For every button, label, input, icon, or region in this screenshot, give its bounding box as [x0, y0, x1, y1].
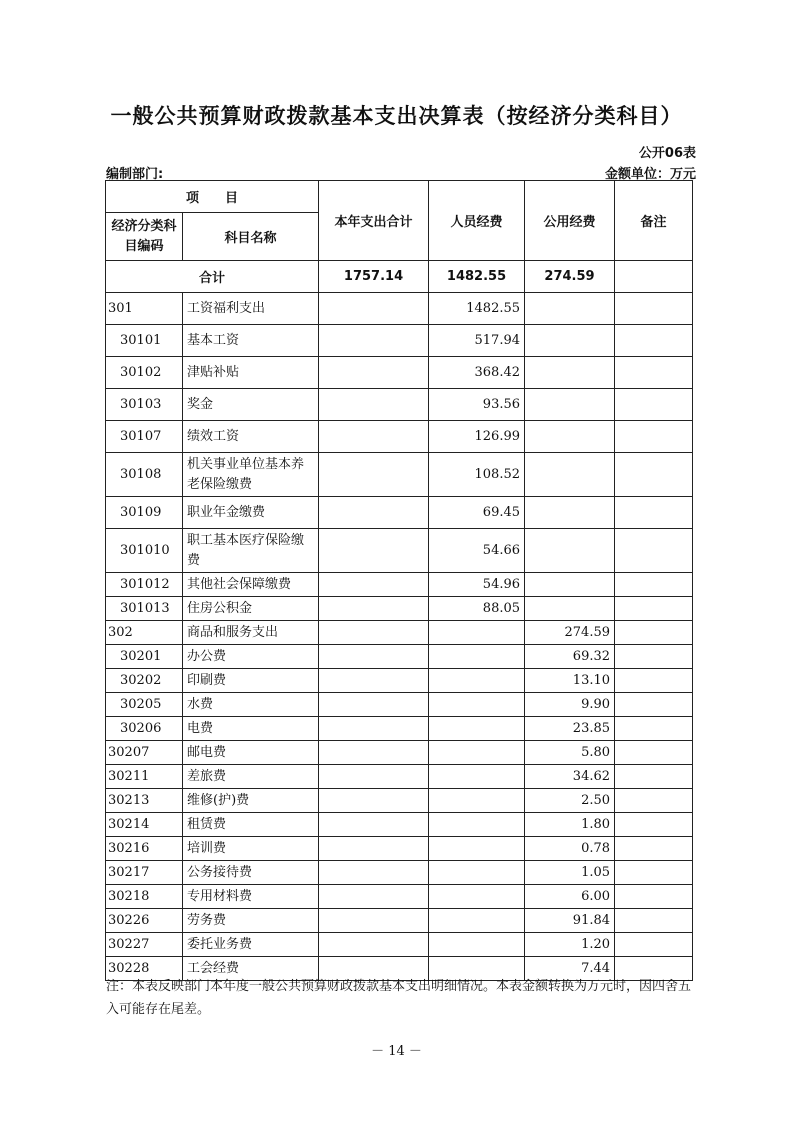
row-remark	[615, 573, 693, 597]
table-row	[106, 497, 693, 529]
row-name: 工会经费	[183, 957, 319, 981]
row-total	[319, 573, 429, 597]
dept-label: 编制部门:	[106, 167, 164, 182]
row-name: 机关事业单位基本养老保险缴费	[183, 453, 319, 497]
row-public	[525, 529, 615, 573]
table-row	[106, 529, 693, 573]
row-code: 301	[106, 293, 183, 325]
row-personnel: 108.52	[429, 453, 525, 497]
row-personnel: 93.56	[429, 389, 525, 421]
expenditure-table	[105, 180, 693, 981]
row-remark	[615, 693, 693, 717]
row-total	[319, 669, 429, 693]
row-total	[319, 765, 429, 789]
row-personnel	[429, 861, 525, 885]
row-name: 水费	[183, 693, 319, 717]
row-name: 绩效工资	[183, 421, 319, 453]
row-personnel: 69.45	[429, 497, 525, 529]
row-total	[319, 293, 429, 325]
row-personnel: 126.99	[429, 421, 525, 453]
row-personnel: 54.66	[429, 529, 525, 573]
row-public: 23.85	[525, 717, 615, 741]
row-public	[525, 389, 615, 421]
row-code: 30207	[106, 741, 183, 765]
row-public: 34.62	[525, 765, 615, 789]
row-remark	[615, 421, 693, 453]
row-remark	[615, 621, 693, 645]
row-personnel: 1482.55	[429, 293, 525, 325]
row-personnel	[429, 693, 525, 717]
table-row	[106, 357, 693, 389]
row-public: 2.50	[525, 789, 615, 813]
row-remark	[615, 529, 693, 573]
row-total	[319, 693, 429, 717]
page-title: 一般公共预算财政拨款基本支出决算表（按经济分类科目）	[110, 104, 683, 128]
table-row	[106, 597, 693, 621]
row-name: 职业年金缴费	[183, 497, 319, 529]
row-public: 1.20	[525, 933, 615, 957]
table-row	[106, 861, 693, 885]
row-name: 培训费	[183, 837, 319, 861]
row-remark	[615, 357, 693, 389]
row-remark	[615, 741, 693, 765]
row-name: 职工基本医疗保险缴费	[183, 529, 319, 573]
row-total	[319, 717, 429, 741]
row-remark	[615, 497, 693, 529]
row-code: 30228	[106, 957, 183, 981]
row-total	[319, 813, 429, 837]
row-personnel: 54.96	[429, 573, 525, 597]
row-public	[525, 293, 615, 325]
row-code: 30206	[106, 717, 183, 741]
row-public: 91.84	[525, 909, 615, 933]
row-remark	[615, 453, 693, 497]
row-code: 30109	[106, 497, 183, 529]
table-row	[106, 789, 693, 813]
row-total	[319, 741, 429, 765]
row-remark	[615, 933, 693, 957]
row-total	[319, 497, 429, 529]
table-row	[106, 325, 693, 357]
row-personnel	[429, 669, 525, 693]
row-remark	[615, 837, 693, 861]
header-subject-name: 科目名称	[183, 213, 319, 261]
unit-label: 金额单位：万元	[604, 167, 696, 182]
row-remark	[615, 885, 693, 909]
row-public	[525, 573, 615, 597]
row-total	[319, 597, 429, 621]
row-remark	[615, 597, 693, 621]
row-public: 5.80	[525, 741, 615, 765]
total-sum: 1757.14	[319, 261, 429, 293]
row-remark	[615, 325, 693, 357]
row-public	[525, 497, 615, 529]
row-code: 301013	[106, 597, 183, 621]
row-remark	[615, 813, 693, 837]
table-row	[106, 741, 693, 765]
row-name: 工资福利支出	[183, 293, 319, 325]
row-total	[319, 529, 429, 573]
table-row	[106, 645, 693, 669]
table-row	[106, 621, 693, 645]
row-public: 13.10	[525, 669, 615, 693]
row-personnel	[429, 717, 525, 741]
table-row	[106, 693, 693, 717]
row-name: 住房公积金	[183, 597, 319, 621]
row-remark	[615, 717, 693, 741]
row-code: 30202	[106, 669, 183, 693]
row-code: 30101	[106, 325, 183, 357]
row-name: 津贴补贴	[183, 357, 319, 389]
row-code: 30227	[106, 933, 183, 957]
row-name: 印刷费	[183, 669, 319, 693]
row-total	[319, 909, 429, 933]
row-remark	[615, 669, 693, 693]
row-name: 基本工资	[183, 325, 319, 357]
page-number: － 14 －	[371, 1044, 422, 1059]
row-total	[319, 837, 429, 861]
table-row	[106, 933, 693, 957]
header-project: 项 目	[106, 181, 319, 213]
row-code: 301012	[106, 573, 183, 597]
header-total: 本年支出合计	[319, 181, 429, 261]
row-total	[319, 325, 429, 357]
row-personnel	[429, 789, 525, 813]
row-remark	[615, 293, 693, 325]
row-public: 0.78	[525, 837, 615, 861]
row-personnel	[429, 909, 525, 933]
row-code: 30213	[106, 789, 183, 813]
row-total	[319, 861, 429, 885]
footnote: 注：本表反映部门本年度一般公共预算财政拨款基本支出明细情况。本表金额转换为万元时，因四舍五入可能存在尾差。	[106, 979, 692, 1017]
row-name: 差旅费	[183, 765, 319, 789]
header-personnel: 人员经费	[429, 181, 525, 261]
total-remark	[615, 261, 693, 293]
row-remark	[615, 909, 693, 933]
table-row	[106, 717, 693, 741]
row-code: 30218	[106, 885, 183, 909]
table-row	[106, 669, 693, 693]
row-personnel	[429, 621, 525, 645]
total-public: 274.59	[525, 261, 615, 293]
row-total	[319, 453, 429, 497]
row-remark	[615, 789, 693, 813]
row-code: 301010	[106, 529, 183, 573]
table-row	[106, 813, 693, 837]
row-personnel	[429, 933, 525, 957]
row-public: 6.00	[525, 885, 615, 909]
row-public: 1.05	[525, 861, 615, 885]
form-number: 公开06表	[638, 146, 696, 161]
row-personnel	[429, 741, 525, 765]
row-remark	[615, 861, 693, 885]
row-public	[525, 421, 615, 453]
row-total	[319, 789, 429, 813]
row-code: 30108	[106, 453, 183, 497]
row-public	[525, 325, 615, 357]
total-label: 合计	[106, 261, 319, 293]
row-name: 公务接待费	[183, 861, 319, 885]
table-row	[106, 389, 693, 421]
row-public: 1.80	[525, 813, 615, 837]
total-personnel: 1482.55	[429, 261, 525, 293]
row-public: 274.59	[525, 621, 615, 645]
row-total	[319, 933, 429, 957]
header-remark: 备注	[615, 181, 693, 261]
row-public	[525, 597, 615, 621]
table-body	[106, 293, 693, 981]
table-row	[106, 885, 693, 909]
row-total	[319, 421, 429, 453]
row-remark	[615, 645, 693, 669]
row-code: 302	[106, 621, 183, 645]
row-total	[319, 885, 429, 909]
row-code: 30214	[106, 813, 183, 837]
row-total	[319, 357, 429, 389]
header-econ-code: 经济分类科目编码	[106, 213, 183, 261]
row-public	[525, 453, 615, 497]
row-code: 30226	[106, 909, 183, 933]
row-total	[319, 621, 429, 645]
table-row	[106, 421, 693, 453]
row-name: 维修(护)费	[183, 789, 319, 813]
table-row	[106, 293, 693, 325]
row-code: 30211	[106, 765, 183, 789]
row-name: 奖金	[183, 389, 319, 421]
row-name: 办公费	[183, 645, 319, 669]
row-personnel	[429, 885, 525, 909]
row-public: 9.90	[525, 693, 615, 717]
row-name: 委托业务费	[183, 933, 319, 957]
row-personnel: 517.94	[429, 325, 525, 357]
row-personnel	[429, 645, 525, 669]
row-name: 专用材料费	[183, 885, 319, 909]
row-name: 其他社会保障缴费	[183, 573, 319, 597]
row-personnel	[429, 765, 525, 789]
row-total	[319, 389, 429, 421]
row-public	[525, 357, 615, 389]
row-name: 劳务费	[183, 909, 319, 933]
table-row	[106, 453, 693, 497]
row-code: 30217	[106, 861, 183, 885]
row-name: 电费	[183, 717, 319, 741]
row-personnel: 88.05	[429, 597, 525, 621]
row-remark	[615, 765, 693, 789]
row-code: 30107	[106, 421, 183, 453]
row-personnel: 368.42	[429, 357, 525, 389]
row-name: 租赁费	[183, 813, 319, 837]
row-code: 30103	[106, 389, 183, 421]
table-row	[106, 765, 693, 789]
row-public: 69.32	[525, 645, 615, 669]
row-personnel	[429, 813, 525, 837]
row-code: 30205	[106, 693, 183, 717]
row-total	[319, 645, 429, 669]
row-remark	[615, 389, 693, 421]
table-row	[106, 837, 693, 861]
row-name: 邮电费	[183, 741, 319, 765]
table-row	[106, 573, 693, 597]
header-public: 公用经费	[525, 181, 615, 261]
row-code: 30102	[106, 357, 183, 389]
row-code: 30201	[106, 645, 183, 669]
row-public: 7.44	[525, 957, 615, 981]
table-row	[106, 909, 693, 933]
row-name: 商品和服务支出	[183, 621, 319, 645]
row-personnel	[429, 837, 525, 861]
row-code: 30216	[106, 837, 183, 861]
